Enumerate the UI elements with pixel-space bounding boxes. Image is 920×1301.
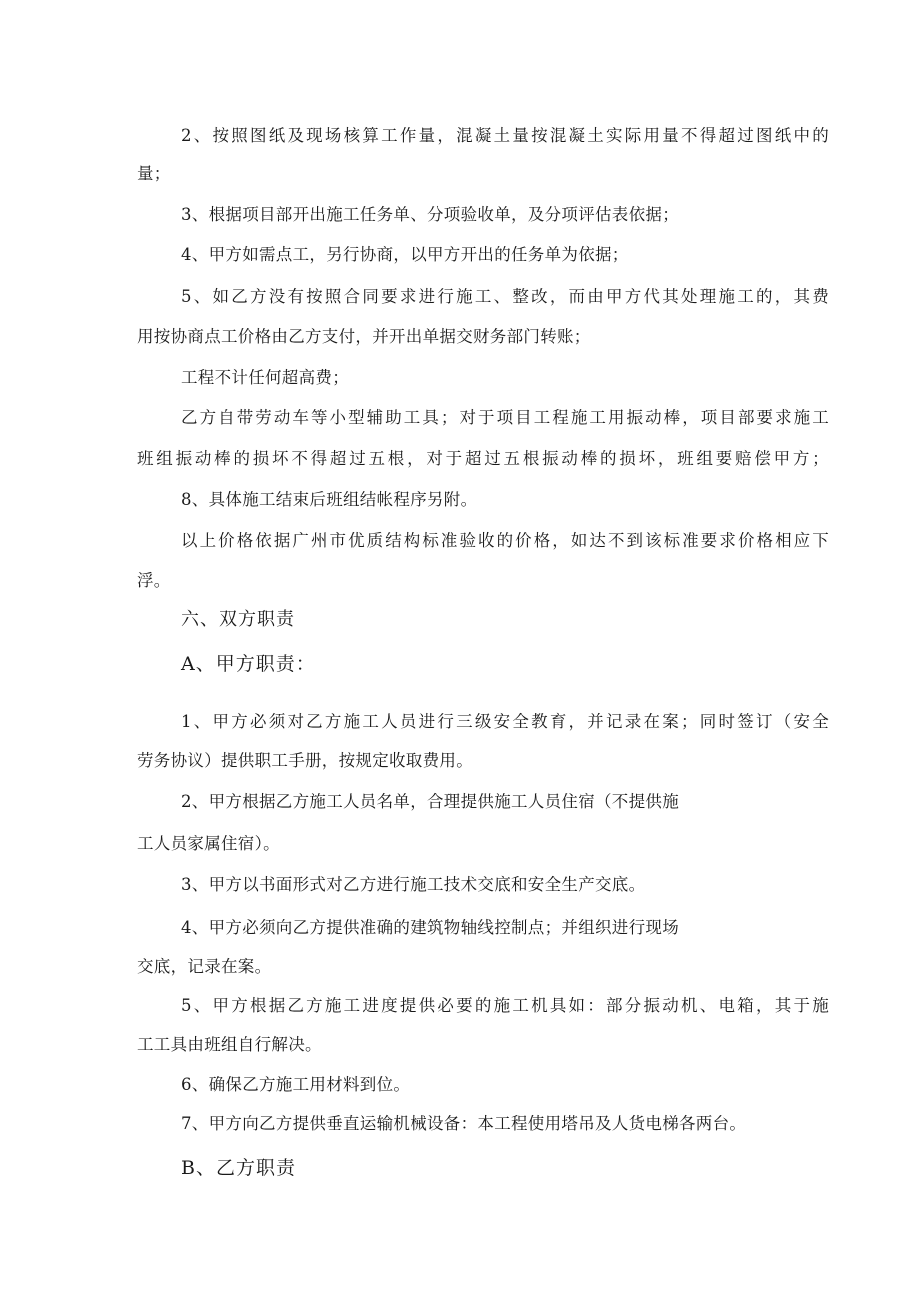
text-line-4: 4、甲方如需点工，另行协商，以甲方开出的任务单为依据； (181, 245, 629, 264)
text-line-21: 交底，记录在案。 (137, 957, 272, 976)
text-line-20: 4、甲方必须向乙方提供准确的建筑物轴线控制点；并组织进行现场 (181, 918, 679, 937)
text-line-24: 6、确保乙方施工用材料到位。 (181, 1075, 411, 1094)
text-line-19: 3、甲方以书面形式对乙方进行施工技术交底和安全生产交底。 (181, 875, 646, 894)
text-line-15: 1、甲方必须对乙方施工人员进行三级安全教育，并记录在案；同时签订（安全 (181, 712, 829, 731)
text-line-7: 工程不计任何超高费； (181, 368, 349, 387)
text-line-23: 工工具由班组自行解决。 (137, 1035, 322, 1054)
text-line-6: 用按协商点工价格由乙方支付，并开出单据交财务部门转账； (137, 327, 591, 346)
text-line-12: 浮。 (137, 571, 171, 590)
section-heading-duties: 六、双方职责 (181, 609, 295, 630)
text-line-17: 2、甲方根据乙方施工人员名单，合理提供施工人员住宿（不提供施 (181, 792, 679, 811)
text-line-11: 以上价格依据广州市优质结构标准验收的价格，如达不到该标准要求价格相应下 (181, 531, 829, 550)
text-line-18: 工人员家属住宿）。 (137, 834, 280, 853)
text-line-16: 劳务协议）提供职工手册，按规定收取费用。 (137, 751, 473, 770)
text-line-10: 8、具体施工结束后班组结帐程序另附。 (181, 490, 478, 509)
subsection-heading-party-b: B、乙方职责 (181, 1157, 296, 1179)
text-line-1: 2、按照图纸及现场核算工作量，混凝土量按混凝土实际用量不得超过图纸中的 (181, 126, 829, 145)
text-line-9: 班组振动棒的损坏不得超过五根，对于超过五根振动棒的损坏，班组要赔偿甲方； (137, 449, 829, 468)
text-line-25: 7、甲方向乙方提供垂直运输机械设备：本工程使用塔吊及人货电梯各两台。 (181, 1114, 747, 1133)
subsection-heading-party-a: A、甲方职责： (181, 653, 316, 675)
text-line-8: 乙方自带劳动车等小型辅助工具；对于项目工程施工用振动棒，项目部要求施工 (181, 408, 829, 427)
text-line-2: 量； (137, 164, 171, 183)
text-line-5: 5、如乙方没有按照合同要求进行施工、整改，而由甲方代其处理施工的，其费 (181, 287, 829, 306)
text-line-3: 3、根据项目部开出施工任务单、分项验收单，及分项评估表依据； (181, 205, 679, 224)
text-line-22: 5、甲方根据乙方施工进度提供必要的施工机具如：部分振动机、电箱，其于施 (181, 996, 829, 1015)
